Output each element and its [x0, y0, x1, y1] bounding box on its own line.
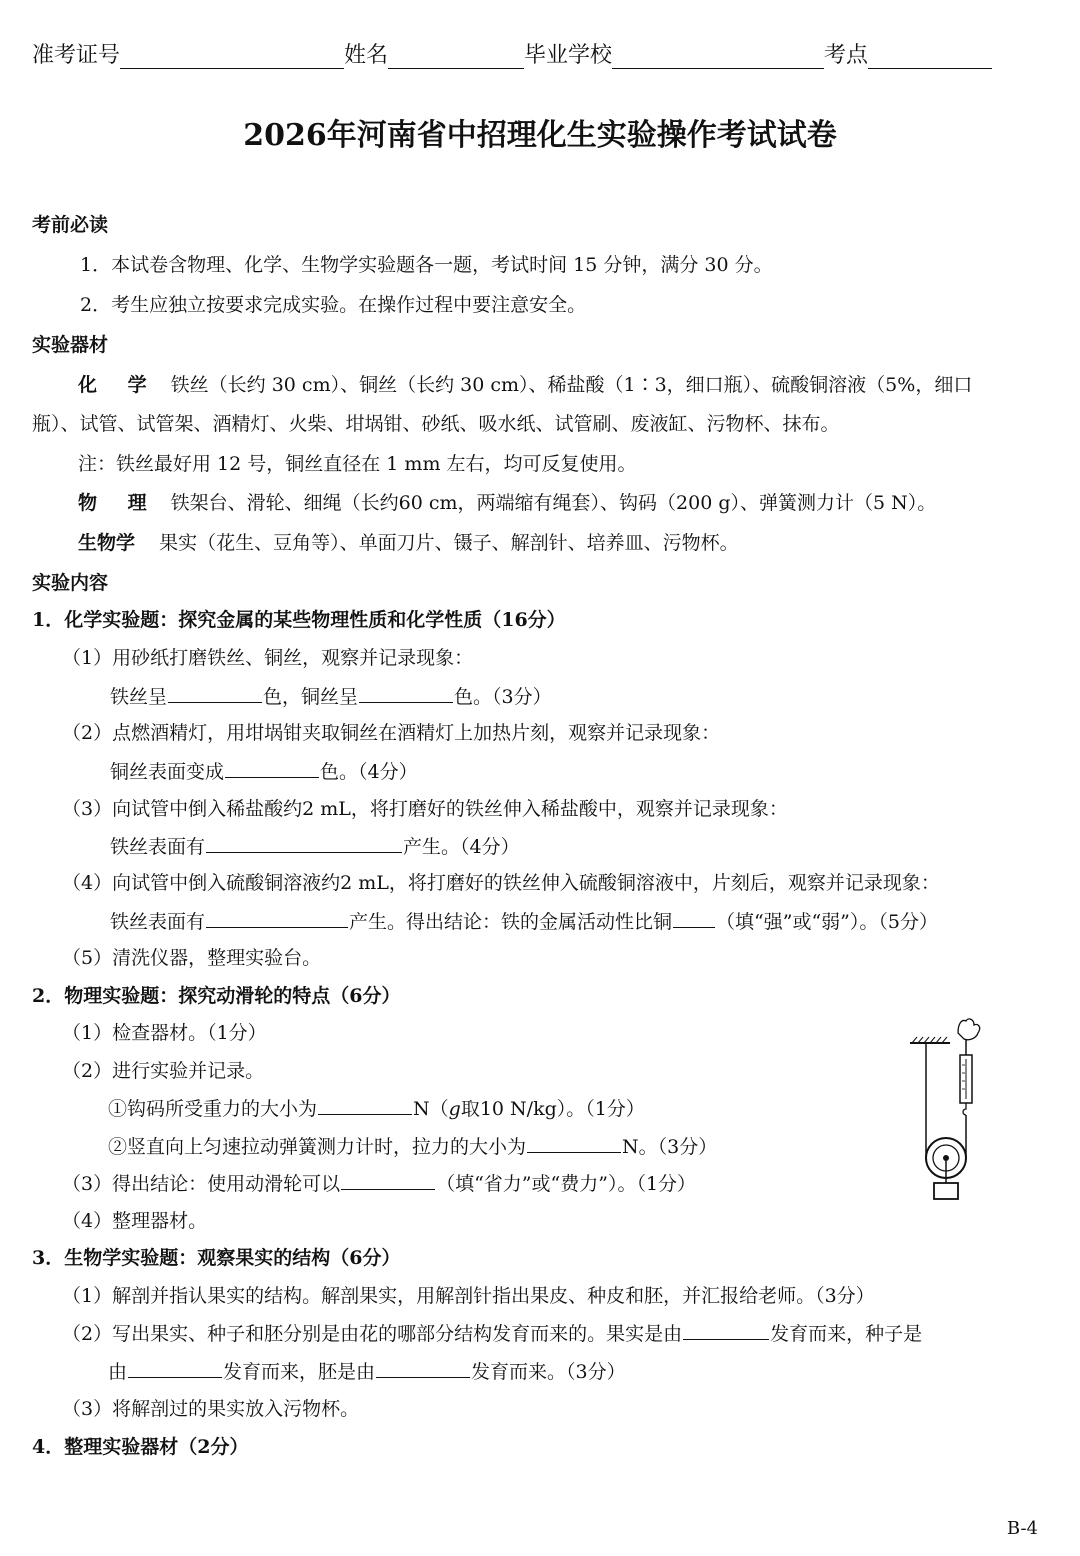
- q1-step4: （4）向试管中倒入硫酸铜溶液约2 mL，将打磨好的铁丝伸入硫酸铜溶液中，片刻后，观察并记录现象：: [62, 872, 940, 894]
- page-title: 2026年河南省中招理化生实验操作考试试卷: [243, 118, 837, 153]
- page-number: B-4: [1006, 1518, 1038, 1539]
- q1-step3: （3）向试管中倒入稀盐酸约2 mL，将打磨好的铁丝伸入稀盐酸中，观察并记录现象：: [62, 798, 788, 820]
- header-fields: [32, 38, 1042, 72]
- q1-s1a-text: 色，铜丝呈: [263, 686, 359, 708]
- name-label: 姓名: [344, 43, 389, 68]
- q3-title: 3．生物学实验题：观察果实的结构（6分）: [32, 1247, 401, 1269]
- phys-text: 铁架台、滑轮、细绳（长约60 cm，两端缩有绳套）、钩码（200 g）、弹簧测力计（5 N）。: [170, 492, 937, 514]
- seed-origin-blank[interactable]: [128, 1358, 222, 1378]
- q2-step3: [62, 1170, 696, 1197]
- q1-s1a-text: 色。（3分）: [454, 686, 552, 708]
- q2-g-symbol: g: [448, 1098, 461, 1120]
- q3-step1: （1）解剖并指认果实的结构。解剖果实，用解剖针指出果皮、种皮和胚，并汇报给老师。（3分）: [62, 1285, 875, 1307]
- name-field[interactable]: [388, 44, 524, 69]
- activity-compare-blank[interactable]: [673, 908, 715, 928]
- q1-s3a-text: 产生。（4分）: [403, 836, 520, 858]
- q2-s3-text: （填“省力”或“费力”）。（1分）: [436, 1173, 697, 1195]
- site-label: 考点: [824, 43, 869, 68]
- content-heading: 实验内容: [32, 572, 109, 594]
- site-field[interactable]: [868, 44, 992, 69]
- chem-text-cont: 瓶）、试管、试管架、酒精灯、火柴、坩埚钳、砂纸、吸水纸、试管刷、废液缸、污物杯、抹布。: [32, 413, 840, 435]
- bio-label: 生物学: [78, 532, 136, 554]
- q1-step2-answer: [110, 758, 418, 785]
- phys-label: 物 理: [78, 492, 159, 514]
- materials-heading: 实验器材: [32, 334, 109, 356]
- pulley-figure: [906, 1015, 986, 1205]
- q2-step2-pull: [108, 1133, 717, 1160]
- q2-s2b-text: N。（3分）: [622, 1136, 718, 1158]
- q2-title: 2．物理实验题：探究动滑轮的特点（6分）: [32, 985, 401, 1007]
- q1-s1a-text: 铁丝呈: [110, 686, 168, 708]
- q2-step2: （2）进行实验并记录。: [62, 1060, 265, 1082]
- notes-heading: 考前必读: [32, 214, 109, 236]
- q3-s2b-text: 发育而来。（3分）: [471, 1361, 626, 1383]
- note-item: 1．本试卷含物理、化学、生物学实验题各一题，考试时间 15 分钟，满分 30 分。: [80, 254, 773, 276]
- conclusion-blank[interactable]: [341, 1170, 435, 1190]
- fruit-origin-blank[interactable]: [683, 1320, 769, 1340]
- chem-materials: [78, 372, 972, 398]
- exam-id-label: 准考证号: [32, 43, 121, 68]
- q1-s2a-text: 色。（4分）: [320, 761, 418, 783]
- q1-title: 1．化学实验题：探究金属的某些物理性质和化学性质（16分）: [32, 609, 566, 631]
- q1-s2a-text: 铜丝表面变成: [110, 761, 225, 783]
- q3-step2-cont: [108, 1358, 626, 1385]
- q1-step2: （2）点燃酒精灯，用坩埚钳夹取铜丝在酒精灯上加热片刻，观察并记录现象：: [62, 722, 721, 744]
- q3-s2-text: （2）写出果实、种子和胚分别是由花的哪部分结构发育而来的。果实是由: [62, 1323, 683, 1345]
- q3-step2: [62, 1320, 922, 1347]
- q3-step3: （3）将解剖过的果实放入污物杯。: [62, 1398, 360, 1420]
- chem-label: 化 学: [78, 374, 159, 396]
- q2-step2-weight: [108, 1095, 645, 1122]
- materials-note: 注：铁丝最好用 12 号，铜丝直径在 1 mm 左右，均可反复使用。: [78, 453, 637, 475]
- q1-step1-answer: [110, 683, 552, 710]
- q1-step1: （1）用砂纸打磨铁丝、铜丝，观察并记录现象：: [62, 647, 474, 669]
- bio-materials: [78, 530, 739, 556]
- q1-s4a-text: 铁丝表面有: [110, 911, 206, 933]
- q1-step3-answer: [110, 833, 520, 860]
- bio-text: 果实（花生、豆角等）、单面刀片、镊子、解剖针、培养皿、污物杯。: [159, 532, 739, 554]
- q3-s2b-text: 由: [108, 1361, 128, 1383]
- q1-s3a-text: 铁丝表面有: [110, 836, 206, 858]
- pull-force-blank[interactable]: [527, 1133, 621, 1153]
- chem-text: 铁丝（长约 30 cm）、铜丝（长约 30 cm）、稀盐酸（1∶3，细口瓶）、硫酸铜溶液（5%，细口: [170, 374, 973, 396]
- q2-s2a-text: ①钩码所受重力的大小为: [108, 1098, 318, 1120]
- q3-s2-text: 发育而来，种子是: [770, 1323, 923, 1345]
- q1-step4-answer: [110, 908, 938, 935]
- exam-id-field[interactable]: [120, 44, 344, 69]
- q2-s2a-text: 取10 N/kg）。（1分）: [460, 1098, 645, 1120]
- school-label: 毕业学校: [524, 43, 613, 68]
- embryo-origin-blank[interactable]: [376, 1358, 470, 1378]
- copper-color-blank[interactable]: [359, 683, 453, 703]
- copper-heated-color-blank[interactable]: [225, 758, 319, 778]
- phys-materials: [78, 490, 936, 516]
- hcl-observation-blank[interactable]: [206, 833, 402, 853]
- cuso4-observation-blank[interactable]: [206, 908, 348, 928]
- q1-step5: （5）清洗仪器，整理实验台。: [62, 947, 322, 969]
- q1-s4a-text: 产生。得出结论：铁的金属活动性比铜: [349, 911, 673, 933]
- iron-color-blank[interactable]: [168, 683, 262, 703]
- q1-s4a-text: （填“强”或“弱”）。（5分）: [716, 911, 938, 933]
- q2-step1: （1）检查器材。（1分）: [62, 1022, 267, 1044]
- weight-gravity-blank[interactable]: [318, 1095, 412, 1115]
- school-field[interactable]: [612, 44, 824, 69]
- q2-step4: （4）整理器材。: [62, 1210, 208, 1232]
- q2-s2b-text: ②竖直向上匀速拉动弹簧测力计时，拉力的大小为: [108, 1136, 527, 1158]
- q2-s2a-text: N（: [413, 1098, 449, 1120]
- q4-title: 4．整理实验器材（2分）: [32, 1436, 249, 1458]
- q2-s3-text: （3）得出结论：使用动滑轮可以: [62, 1173, 341, 1195]
- note-item: 2．考生应独立按要求完成实验。在操作过程中要注意安全。: [80, 294, 587, 316]
- q3-s2b-text: 发育而来，胚是由: [223, 1361, 376, 1383]
